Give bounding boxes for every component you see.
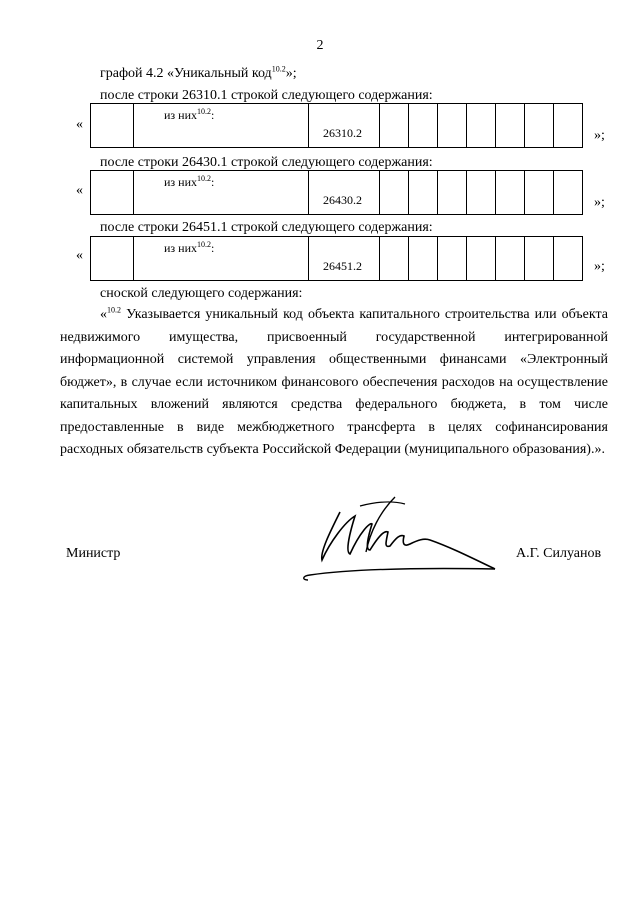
table-cell xyxy=(134,171,309,215)
after-row-text-1: после строки 26310.1 строкой следующего содержания: xyxy=(100,88,433,103)
row-label: из них$^{10.2}$: xyxy=(164,107,215,122)
grafa-line xyxy=(100,66,297,82)
table-cell xyxy=(309,237,380,281)
signature-name: А.Г. Силуанов xyxy=(516,546,602,561)
row-code: 26451.2 xyxy=(323,259,362,273)
table-cell xyxy=(91,104,134,148)
after-row-text-3: после строки 26451.1 строкой следующего содержания: xyxy=(100,220,433,235)
row-label: из них$^{10.2}$: xyxy=(164,240,215,255)
insert-table-3 xyxy=(90,236,583,281)
row-label-text: из них xyxy=(164,175,198,189)
grafa-end: »; xyxy=(285,66,297,81)
grafa-text: графой 4.2 «Уникальный код xyxy=(100,66,272,81)
table-cell xyxy=(134,237,309,281)
quote-open: « xyxy=(76,183,83,198)
table-cell xyxy=(309,104,380,148)
footnote-ref: 10.2 xyxy=(197,174,212,183)
footnote-ref: 10.2 xyxy=(197,107,212,116)
footnote-paragraph xyxy=(60,304,608,462)
table-cell xyxy=(91,171,134,215)
row-code: 26430.2 xyxy=(323,193,362,207)
signature-icon xyxy=(300,492,500,587)
row-code: 26310.2 xyxy=(323,126,362,140)
footnote-ref: 10.2 xyxy=(197,240,212,249)
quote-open: « xyxy=(76,117,83,132)
page-number: 2 xyxy=(316,38,324,53)
insert-table-1 xyxy=(90,103,583,148)
table-cell xyxy=(309,171,380,215)
quote-open: « xyxy=(76,248,83,263)
row-label-text: из них xyxy=(164,108,198,122)
signature-title: Министр xyxy=(66,546,121,561)
quote-close: »; xyxy=(594,259,605,274)
footnote-prefix: « xyxy=(100,307,107,322)
row-label-text: из них xyxy=(164,241,198,255)
table-cell xyxy=(91,237,134,281)
quote-close: »; xyxy=(594,195,605,210)
insert-table-2 xyxy=(90,170,583,215)
footnote-intro: сноской следующего содержания: xyxy=(100,286,303,301)
row-label: из них$^{10.2}$: xyxy=(164,174,215,189)
table-cell xyxy=(134,104,309,148)
footnote-ref: 10.2 xyxy=(107,305,121,315)
footnote-ref: 10.2 xyxy=(271,64,286,74)
after-row-text-2: после строки 26430.1 строкой следующего содержания: xyxy=(100,155,433,170)
footnote-body: Указывается уникальный код объекта капитального строительства или объекта недвижимого имущества, присвоенный государственной интегрированной информационной системой управления общественными финансами «Электронный бюджет», в случае если источником финансового обеспечения расходов на осуществление капитальных вложений являются средства федерального бюджета, в том числе предоставленные в виде межбюджетного трансферта в целях софинансирования расходных обязательств субъекта Российской Федерации (муниципального образования).». xyxy=(60,307,608,457)
quote-close: »; xyxy=(594,128,605,143)
